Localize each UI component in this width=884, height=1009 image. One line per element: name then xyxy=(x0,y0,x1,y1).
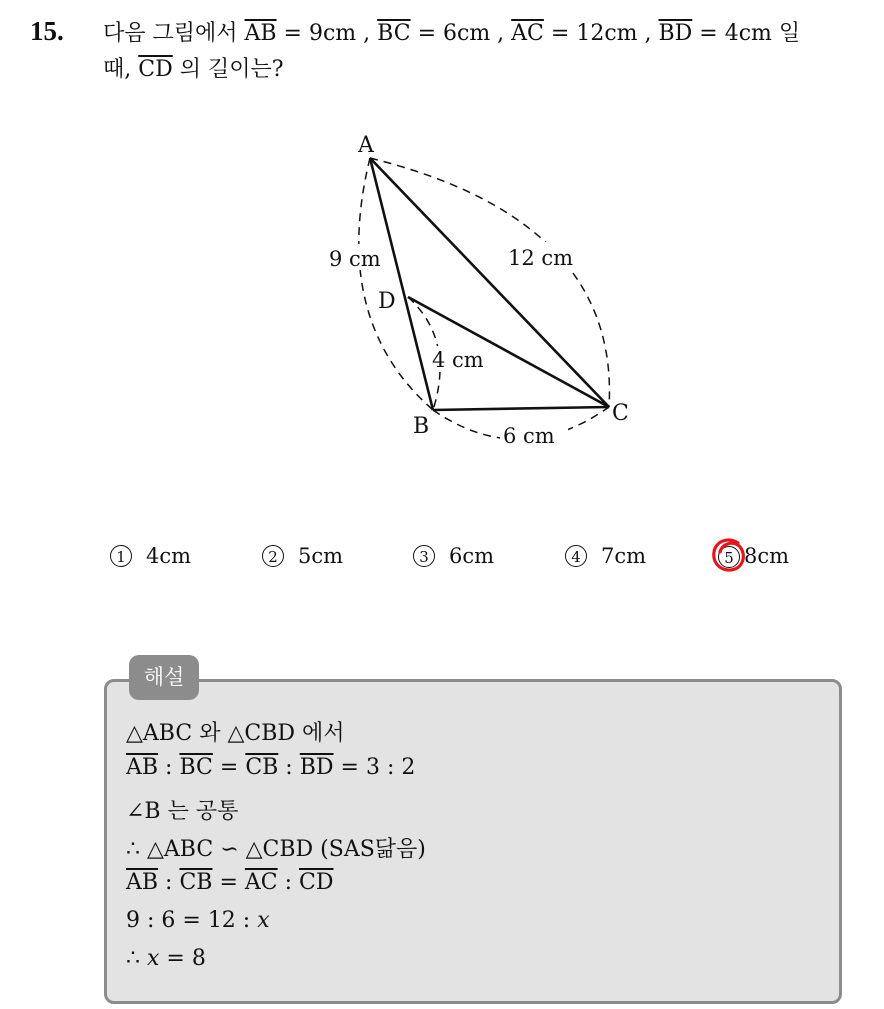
point-label-b: B xyxy=(413,414,430,439)
text-segment: 다음 그림에서 xyxy=(103,21,245,46)
overlined-segment: $\overline{BD}$ xyxy=(658,21,693,46)
choice-1[interactable] xyxy=(110,544,191,568)
overlined-segment: $\overline{AB}$ xyxy=(126,755,159,780)
text-segment: 때, xyxy=(103,57,139,82)
label-bc-length: 6 cm xyxy=(503,424,555,448)
triangle-figure xyxy=(300,120,660,460)
overlined-segment: $\overline{BC}$ xyxy=(377,21,411,46)
overlined-segment: $\overline{CB}$ xyxy=(179,870,213,895)
label-ac-length: 12 cm xyxy=(508,246,574,270)
choice-number: 5 xyxy=(718,546,740,568)
point-label-a: A xyxy=(358,133,374,158)
overlined-segment: $\overline{AC}$ xyxy=(244,870,278,895)
solution-line-4 xyxy=(126,832,426,863)
overlined-segment: $\overline{CD}$ xyxy=(138,57,173,82)
label-ab-length: 9 cm xyxy=(329,247,381,271)
arc-ab-dashed xyxy=(359,158,433,410)
text-segment: = 8 xyxy=(159,946,206,971)
text-segment: = 4cm 일 xyxy=(692,21,801,46)
choice-text: 6cm xyxy=(449,544,495,568)
overlined-segment: $\overline{CB}$ xyxy=(245,755,279,780)
choice-number: 4 xyxy=(565,545,587,567)
variable: x xyxy=(147,946,160,971)
question-text-line-2 xyxy=(103,52,284,83)
question-number: 15. xyxy=(30,16,64,46)
solution-line-5 xyxy=(126,870,334,895)
choice-number: 1 xyxy=(110,545,132,567)
text-segment: = xyxy=(212,755,246,780)
text-segment: : xyxy=(277,870,300,895)
choice-text: 5cm xyxy=(298,544,344,568)
solution-line-3 xyxy=(126,794,238,825)
choice-4[interactable] xyxy=(565,544,646,568)
choice-5[interactable] xyxy=(718,544,789,568)
text-segment: ∴ △ABC ∽ △CBD (SAS닮음) xyxy=(126,837,426,862)
solution-tag: 해설 xyxy=(129,655,199,700)
overlined-segment: $\overline{CD}$ xyxy=(299,870,334,895)
text-segment: 의 길이는? xyxy=(172,57,284,82)
choice-text: 8cm xyxy=(744,544,790,568)
overlined-segment: $\overline{AB}$ xyxy=(244,21,277,46)
text-segment: = 9cm , xyxy=(276,21,378,46)
text-segment: : xyxy=(278,755,300,780)
overlined-segment: $\overline{AC}$ xyxy=(511,21,544,46)
solution-line-2 xyxy=(126,755,415,780)
choice-number: 2 xyxy=(262,545,284,567)
solution-line-1 xyxy=(126,716,345,747)
text-segment: = 3 : 2 xyxy=(333,755,416,780)
text-segment: ∴ xyxy=(126,946,147,971)
selected-answer-circle-mark xyxy=(708,535,752,577)
choice-3[interactable] xyxy=(413,544,494,568)
text-segment: : xyxy=(158,870,180,895)
text-segment: = 6cm , xyxy=(410,21,512,46)
choice-text: 7cm xyxy=(601,544,647,568)
text-segment: : xyxy=(158,755,180,780)
solution-line-6 xyxy=(126,908,270,933)
question-text-line-1 xyxy=(103,16,800,47)
overlined-segment: $\overline{BD}$ xyxy=(299,755,334,780)
text-segment: = xyxy=(212,870,245,895)
text-segment: ∠B 는 공통 xyxy=(126,799,239,824)
text-segment: 9 : 6 = 12 : xyxy=(126,908,258,933)
point-label-d: D xyxy=(378,289,396,314)
choice-text: 4cm xyxy=(146,544,192,568)
segment-ab xyxy=(370,158,433,410)
choice-2[interactable] xyxy=(262,544,343,568)
choice-number: 3 xyxy=(413,545,435,567)
segment-bc xyxy=(433,407,609,410)
overlined-segment: $\overline{BC}$ xyxy=(179,755,213,780)
text-segment: = 12cm , xyxy=(543,21,659,46)
label-bd-length: 4 cm xyxy=(432,348,484,372)
solution-line-7 xyxy=(126,946,206,971)
text-segment: △ABC 와 △CBD 에서 xyxy=(126,721,345,746)
overlined-segment: $\overline{AB}$ xyxy=(126,870,159,895)
point-label-c: C xyxy=(612,401,629,426)
variable: x xyxy=(257,908,270,933)
